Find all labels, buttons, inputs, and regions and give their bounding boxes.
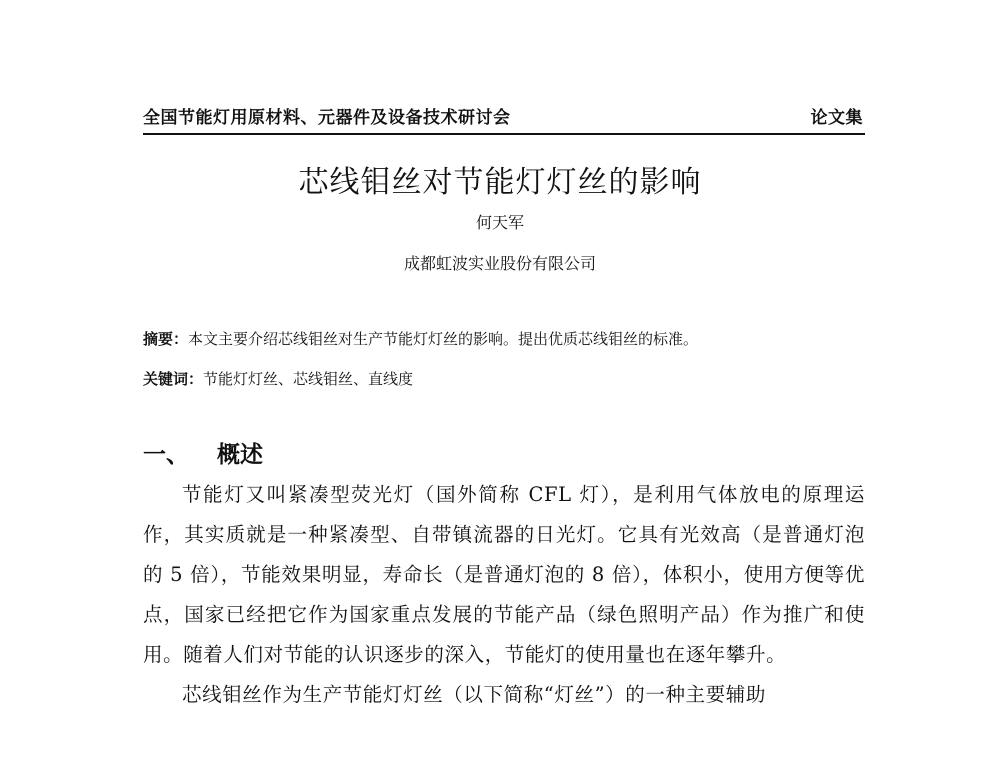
keywords-label: 关键词：	[143, 370, 204, 388]
body-text	[143, 475, 865, 715]
header-rule	[143, 133, 865, 135]
section-number: 一、	[143, 442, 189, 468]
abstract-text: 本文主要介绍芯线钼丝对生产节能灯灯丝的影响。提出优质芯线钼丝的标准。	[188, 330, 699, 348]
section-heading	[143, 436, 263, 469]
author-name: 何天军	[475, 213, 524, 232]
section-title: 概述	[217, 442, 263, 468]
running-header	[143, 103, 863, 128]
paper-title: 芯线钼丝对节能灯灯丝的影响	[298, 165, 702, 200]
keywords	[143, 368, 863, 389]
author-affiliation: 成都虹波实业股份有限公司	[403, 254, 596, 273]
header-proceedings-label: 论文集	[810, 108, 863, 128]
paragraph: 芯线钼丝作为生产节能灯灯丝（以下简称“灯丝”）的一种主要辅助	[182, 683, 766, 706]
abstract	[143, 328, 863, 349]
keywords-text: 节能灯灯丝、芯线钼丝、直线度	[203, 370, 414, 388]
header-conference-title: 全国节能灯用原材料、元器件及设备技术研讨会	[143, 108, 511, 128]
abstract-label: 摘要：	[143, 330, 189, 348]
paragraph: 节能灯又叫紧凑型荧光灯（国外简称 CFL 灯），是利用气体放电的原理运作，其实质就是一种紧凑型、自带镇流器的日光灯。它具有光效高（是普通灯泡的 5 倍），节能效果明显，寿命长（是普通灯泡的 8 倍），体积小，使用方便等优点，国家已经把它作为国家重点发展的节能产品（绿色照明产品）作为推广和使用。随着人们对节能的认识逐步的深入，节能灯的使用量也在逐年攀升。	[143, 483, 865, 666]
